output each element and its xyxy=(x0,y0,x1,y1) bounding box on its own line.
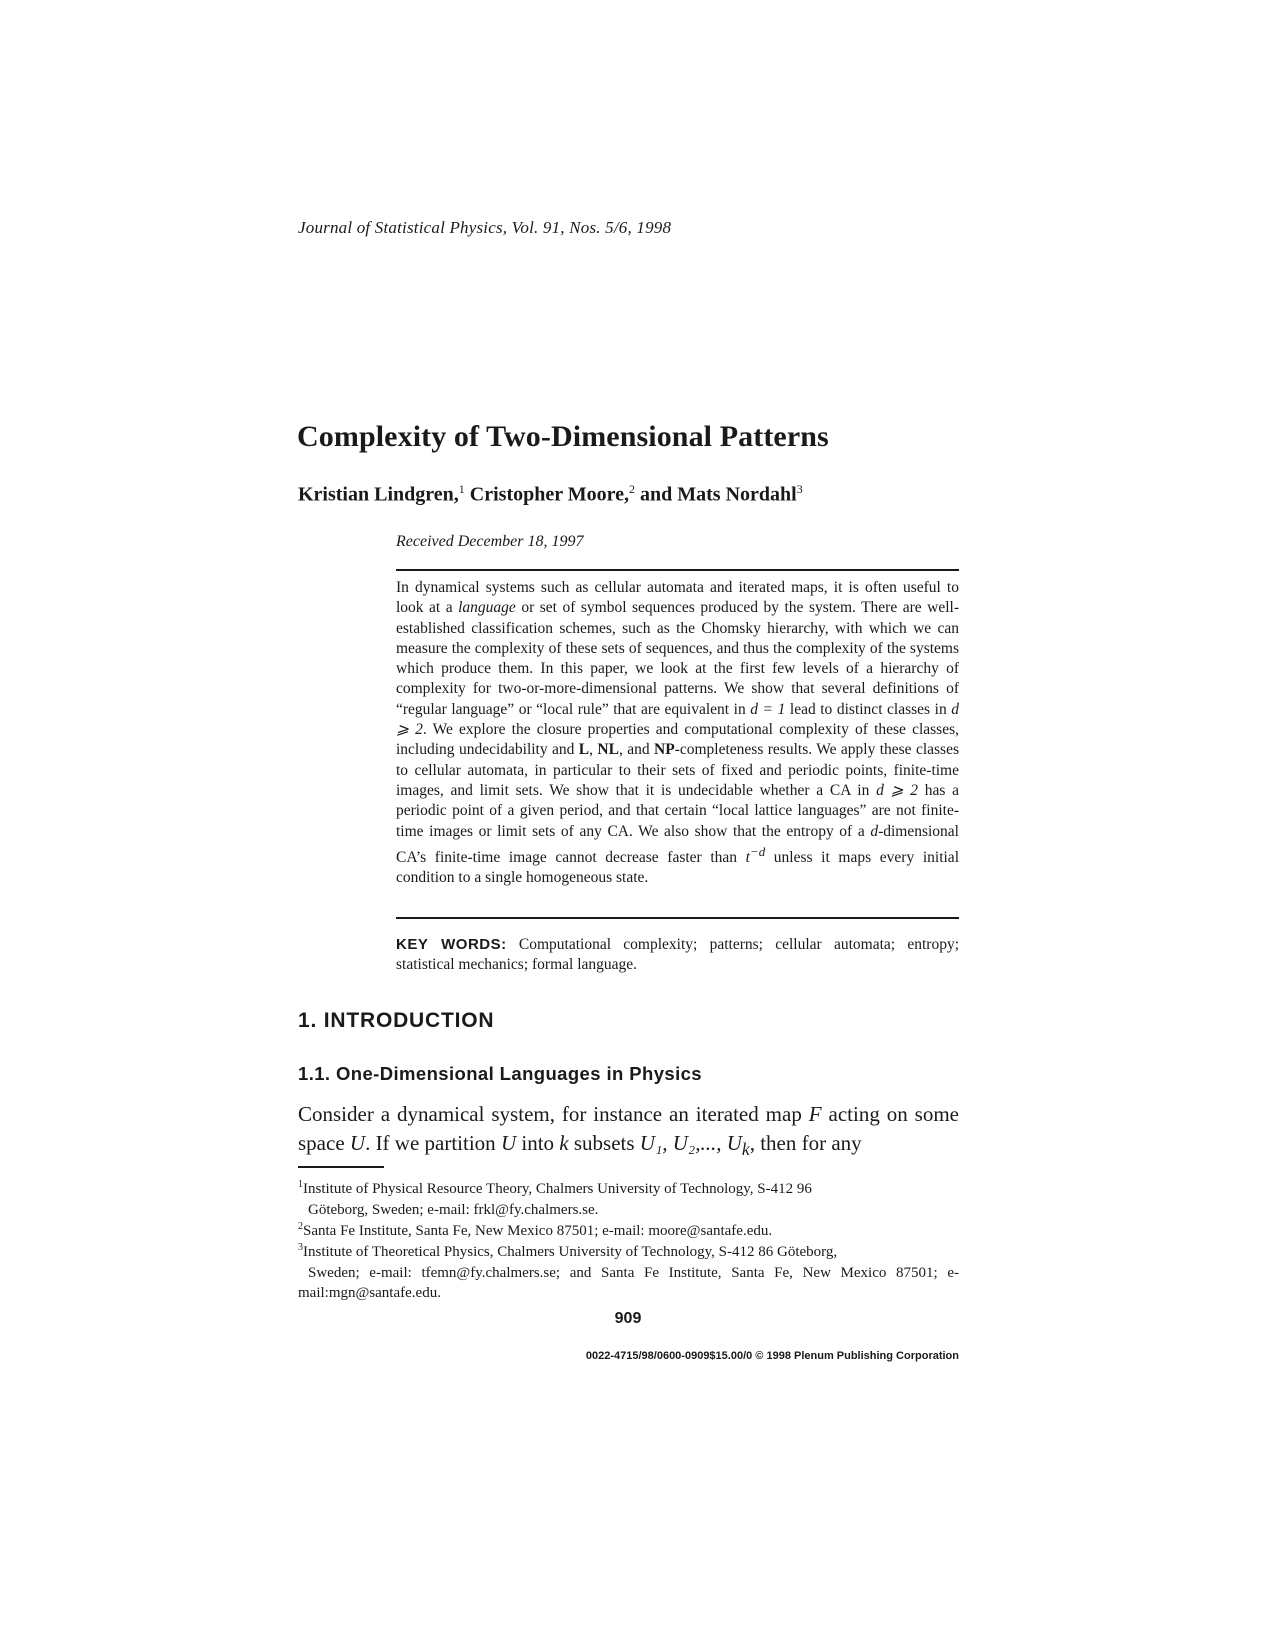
abstract: In dynamical systems such as cellular automata and iterated maps, it is often useful to look at a language or set of symbol sequences produced by the system. There are well-established classification schemes, such as the Chomsky hierarchy, with which we can measure the complexity of these sets of sequences, and thus the complexity of the systems which produce them. In this paper, we look at the first few levels of a hierarchy of complexity for two-or-more-dimensional patterns. We show that several definitions of “regular language” or “local rule” that are equivalent in d = 1 lead to distinct classes in d ⩾ 2. We explore the closure properties and computational complexity of these classes, including undecidability and L, NL, and NP-completeness results. We apply these classes to cellular automata, in particular to their sets of fixed and periodic points, finite-time images, and limit sets. We show that it is undecidable whether a CA in d ⩾ 2 has a periodic point of a given period, and that certain “local lattice languages” are not finite-time images or limit sets of any CA. We also show that the entropy of a d-dimensional CA’s finite-time image cannot decrease faster than $t^{-d}$ unless it maps every initial condition to a single homogeneous state. xyxy=(396,579,960,887)
subsection-heading: 1.1. One-Dimensional Languages in Physics xyxy=(298,1063,702,1084)
author-list xyxy=(298,482,803,507)
footnote-3: $^3$Institute of Theoretical Physics, Chalmers University of Technology, S-412 86 Göteborg, Sweden; e-mail: tfemn@fy.chalmers.se; and Santa Fe Institute, Santa Fe, New Mexico 87501; e-mail:mgn@santafe.edu. xyxy=(298,1242,959,1301)
paper-title: Complexity of Two-Dimensional Patterns xyxy=(297,420,829,453)
keywords-text: Computational complexity; patterns; cellular automata; entropy; statistical mechanics; formal language. xyxy=(396,936,959,974)
footnote-1: $^1$Institute of Physical Resource Theory, Chalmers University of Technology, S-412 96 Göteborg, Sweden; e-mail: frkl@fy.chalmers.se. xyxy=(298,1179,812,1218)
abstract-bottom-rule xyxy=(396,917,959,919)
keywords-label: KEY WORDS: xyxy=(396,936,507,953)
keywords xyxy=(396,935,959,976)
section-heading: 1. INTRODUCTION xyxy=(298,1009,495,1032)
page-number: 909 xyxy=(614,1310,642,1327)
author-name: Cristopher Moore, xyxy=(469,483,630,506)
affiliation-mark: 3 xyxy=(796,482,803,496)
journal-citation: Journal of Statistical Physics, Vol. 91, Nos. 5/6, 1998 xyxy=(298,218,672,237)
affiliation-mark: 1 xyxy=(458,482,465,496)
author-name: and Mats Nordahl xyxy=(640,483,797,506)
received-date: Received December 18, 1997 xyxy=(396,533,584,550)
abstract-top-rule xyxy=(396,569,959,571)
author-name: Kristian Lindgren, xyxy=(298,483,459,506)
footnote-2: $^2$Santa Fe Institute, Santa Fe, New Mexico 87501; e-mail: moore@santafe.edu. xyxy=(298,1221,773,1239)
footnote-rule xyxy=(298,1166,384,1168)
copyright-line: 0022-4715/98/0600-0909$15.00/0 © 1998 Plenum Publishing Corporation xyxy=(585,1350,959,1362)
affiliation-mark: 2 xyxy=(629,482,636,496)
body-paragraph: Consider a dynamical system, for instance an iterated map F acting on some space U. If we partition U into k subsets U₁, U₂,..., $U_k$, then for any xyxy=(298,1102,959,1160)
